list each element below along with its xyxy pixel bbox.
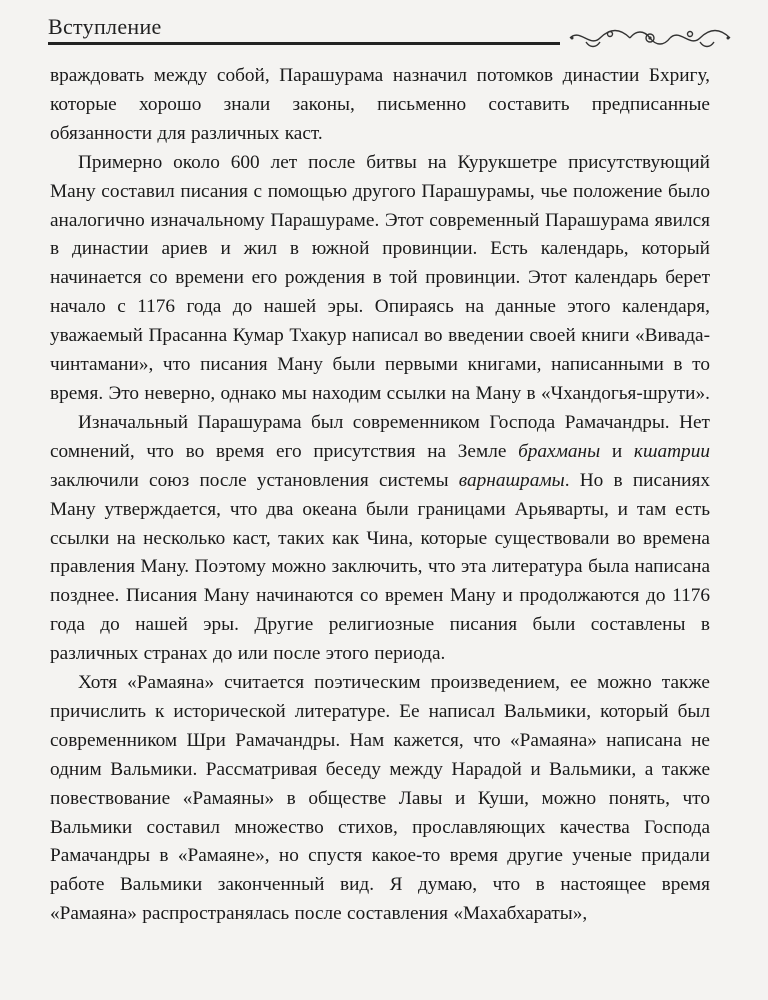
text-run: и [600,440,634,462]
chapter-title: Вступление [48,14,162,39]
text-run: враждовать между собой, Парашурама назначил потомков династии Бхригу, которые хорошо знали законы, письменно составить предписанные обязанности для различных каст. [50,65,710,144]
decorative-flourish-icon [566,24,734,52]
text-run: Примерно около 600 лет после битвы на Курукшетре присутствующий Ману составил писания с помощью другого Парашурамы, чье положение было аналогично изначальному Парашураме. Этот современный Парашурама явился в династии ариев и жил в южной провинции. Есть календарь, который начинается со времени его рождения в той провинции. Этот календарь берет начало с 1176 года до нашей эры. Опираясь на данные этого календаря, уважаемый Прасанна Кумар Тхакур написал во введении своей книги «Вивада-чинтамани», что писания Ману были первыми книгами, написанными в то время. Это неверно, однако мы находим ссылки на Ману в «Чхандогья-шрути». [50,151,710,404]
italic-term: кшатрии [633,440,710,462]
header-rule [48,42,560,45]
paragraph [50,62,710,149]
body-text [50,62,710,929]
paragraph [50,409,710,669]
text-run: Хотя «Рамаяна» считается поэтическим произведением, ее можно также причислить к исторической литературе. Ее написал Вальмики, который был современником Шри Рамачандры. Нам кажется, что «Рамаяна» написана не одним Вальмики. Рассматривая беседу между Нарадой и Вальмики, а также повествование «Рамаяны» в обществе Лавы и Куши, можно понять, что Вальмики составил множество стихов, прославляющих качества Господа Рамачандры в «Рамаяне», но спустя какое-то время другие ученые придали работе Вальмики законченный вид. Я думаю, что в настоящее время «Рамаяна» распространялась после составления «Махабхараты», [50,672,710,925]
paragraph [50,149,710,409]
text-run: . Но в писаниях Ману утверждается, что два океана были границами Арьяварты, и там есть ссылки на несколько каст, таких как Чина, которые существовали во времена правления Ману. Поэтому можно заключить, что эта литература была написана позднее. Писания Ману начинаются со времен Ману и продолжаются до 1176 года до нашей эры. Другие религиозные писания были составлены в различных странах до или после этого периода. [50,469,710,665]
paragraph [50,669,710,929]
italic-term: брахманы [518,440,601,462]
text-run: заключили союз после установления системы [50,469,459,491]
text-run: Изначальный Парашурама был современником Господа Рамачандры. Нет сомнений, что во время его присутствия на Земле [50,411,710,462]
italic-term: варнашрамы [458,469,565,491]
running-header [48,8,728,44]
